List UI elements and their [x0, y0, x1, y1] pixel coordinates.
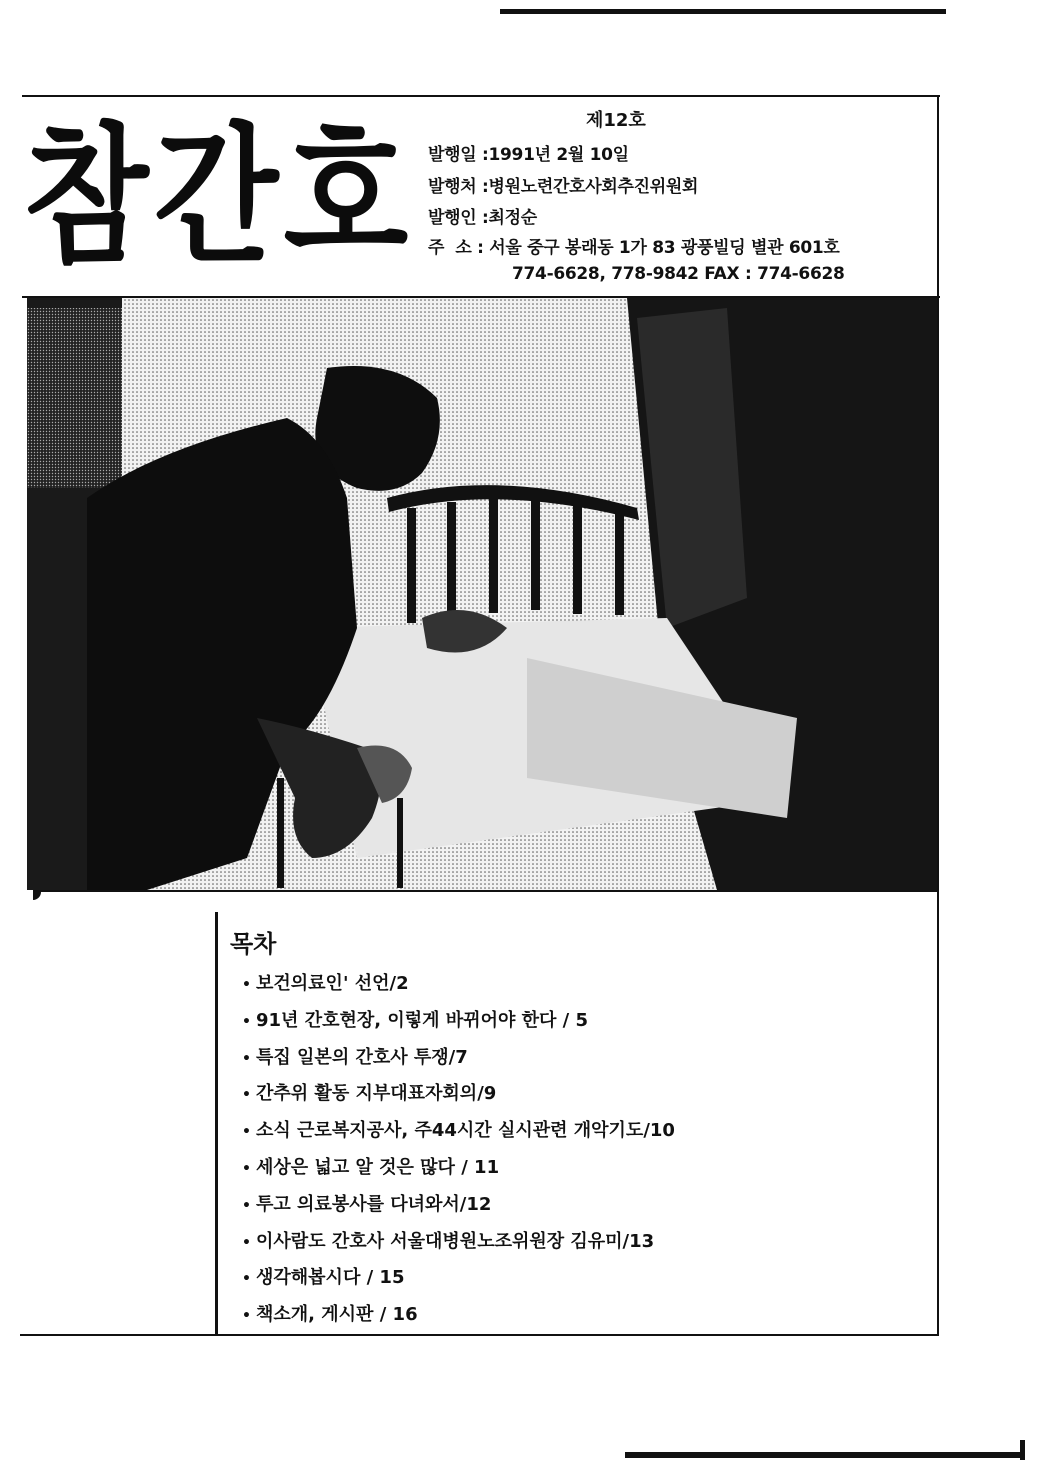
toc-heading: 목차 [230, 930, 277, 958]
phone-fax-value: 774-6628, 778-9842 FAX : 774-6628 [512, 264, 845, 284]
toc-item [242, 1076, 675, 1113]
phone-fax-row [512, 264, 845, 284]
photo-bottom-rule [36, 890, 939, 892]
toc-item [242, 966, 675, 1003]
toc-item-text: 간추위 활동 지부대표자회의/9 [256, 1083, 497, 1105]
toc-item [242, 1187, 675, 1224]
masthead-top-rule [22, 95, 940, 97]
bullet-icon: • [242, 1087, 251, 1104]
toc-item-text: 이사람도 간호사 서울대병원노조위원장 김유미/13 [256, 1230, 655, 1252]
bullet-icon: • [242, 977, 251, 993]
bottom-scan-bar [625, 1452, 1025, 1458]
bullet-icon: • [242, 1160, 251, 1177]
frame-right-rule [937, 95, 939, 1335]
address-value: 서울 중구 봉래동 1가 83 광풍빌딩 별관 601호 [489, 238, 840, 258]
issue-number: 제12호 [586, 110, 646, 131]
toc-item [242, 1113, 675, 1150]
publish-date-row [428, 140, 629, 165]
toc-item [242, 1224, 675, 1261]
publish-date-label: 발행일 : [428, 145, 489, 165]
toc-item [242, 1150, 675, 1187]
toc-list [242, 966, 675, 1334]
toc-item-text: 책소개, 게시판 / 16 [256, 1304, 418, 1326]
toc-item [242, 1040, 675, 1077]
bullet-icon: • [242, 1308, 251, 1325]
publisher-person-row [428, 203, 537, 228]
toc-left-rule [215, 912, 218, 1336]
masthead-title: 참간호 [24, 110, 414, 284]
bullet-icon: • [242, 1124, 251, 1141]
toc-item [242, 1260, 675, 1297]
cover-photo [27, 298, 937, 890]
publisher-person-value: 최정순 [488, 208, 537, 228]
toc-item-text: 특집 일본의 간호사 투쟁/7 [256, 1046, 468, 1068]
right-scan-edge [1020, 1440, 1025, 1460]
address-label: 주 소 : [428, 238, 490, 258]
top-scan-bar [500, 9, 946, 14]
bullet-icon: • [242, 1197, 251, 1214]
toc-item [242, 1297, 675, 1334]
toc-bottom-rule [20, 1334, 939, 1336]
toc-item-text: 보건의료인' 선언/2 [256, 973, 409, 994]
bullet-icon: • [242, 1271, 251, 1288]
publish-date-value: 1991년 2월 10일 [488, 145, 629, 165]
toc-item-text: 91년 간호현장, 이렇게 바뀌어야 한다 / 5 [256, 1009, 589, 1031]
cover-photo-image [27, 298, 937, 890]
publisher-org-row [428, 172, 698, 197]
bullet-icon: • [242, 1234, 251, 1251]
address-row [428, 233, 840, 258]
toc-item-text: 세상은 넓고 알 것은 많다 / 11 [256, 1156, 500, 1178]
toc-item-text: 소식 근로복지공사, 주44시간 실시관련 개악기도/10 [256, 1120, 675, 1142]
toc-item [242, 1003, 675, 1040]
bullet-icon: • [242, 1013, 251, 1030]
toc-item-text: 투고 의료봉사를 다녀와서/12 [256, 1193, 492, 1215]
publisher-org-value: 병원노련간호사회추진위원회 [488, 177, 699, 197]
bullet-icon: • [242, 1050, 251, 1067]
toc-item-text: 생각해봅시다 / 15 [256, 1267, 405, 1289]
publisher-org-label: 발행처 : [428, 177, 489, 197]
publisher-person-label: 발행인 : [428, 208, 489, 228]
